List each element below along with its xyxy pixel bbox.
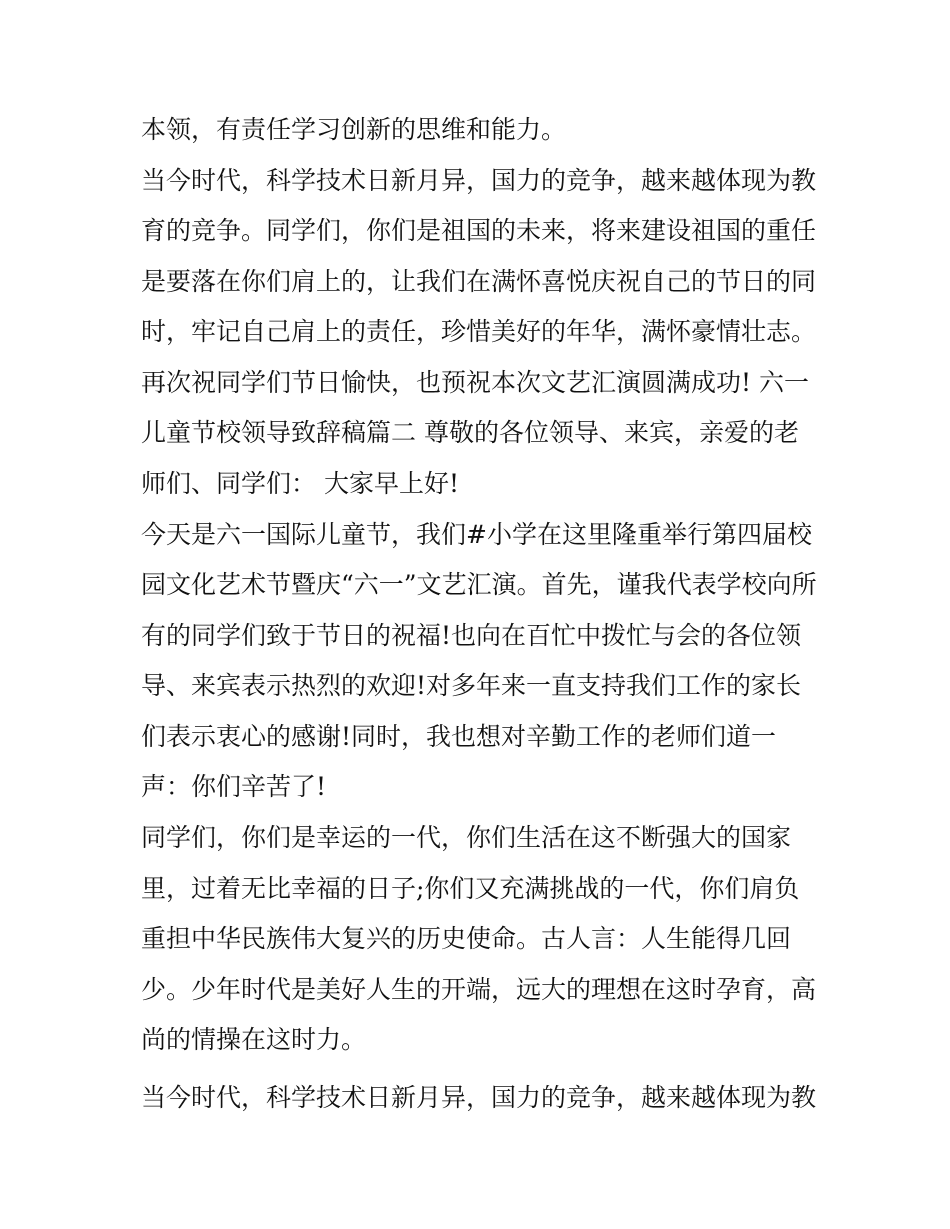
- text-line: 里，过着无比幸福的日子;你们又充满挑战的一代，你们肩负: [141, 874, 800, 903]
- text-line: 声：你们辛苦了!: [141, 772, 327, 801]
- text-line: 当今时代，科学技术日新月异，国力的竞争，越来越体现为教: [141, 1083, 817, 1112]
- text-line: 师们、同学们： 大家早上好!: [141, 469, 459, 498]
- text-line: 育的竞争。同学们，你们是祖国的未来，将来建设祖国的重任: [141, 216, 817, 245]
- text-line: 本领，有责任学习创新的思维和能力。: [141, 115, 567, 144]
- text-line: 们表示衷心的感谢!同时，我也想对辛勤工作的老师们道一: [141, 722, 777, 751]
- text-line: 同学们，你们是幸运的一代，你们生活在这不断强大的国家: [141, 823, 792, 852]
- text-line: 儿童节校领导致辞稿篇二 尊敬的各位领导、来宾，亲爱的老: [141, 418, 799, 447]
- text-line: 时，牢记自己肩上的责任，珍惜美好的年华，满怀豪情壮志。: [141, 317, 817, 346]
- text-line: 导、来宾表示热烈的欢迎!对多年来一直支持我们工作的家长: [141, 671, 802, 700]
- text-line: 少。少年时代是美好人生的开端，远大的理想在这时孕育，高: [141, 975, 817, 1004]
- text-line: 再次祝同学们节日愉快，也预祝本次文艺汇演圆满成功! 六一: [141, 368, 809, 397]
- text-line: 有的同学们致于节日的祝福!也向在百忙中拨忙与会的各位领: [141, 621, 802, 650]
- text-line: 是要落在你们肩上的，让我们在满怀喜悦庆祝自己的节日的同: [141, 267, 817, 296]
- text-line: 尚的情操在这时力。: [141, 1025, 367, 1054]
- text-line: 今天是六一国际儿童节，我们#小学在这里隆重举行第四届校: [141, 520, 812, 549]
- text-line: 当今时代，科学技术日新月异，国力的竞争，越来越体现为教: [141, 166, 817, 195]
- text-line: 园文化艺术节暨庆“六一”文艺汇演。首先，谨我代表学校向所: [141, 570, 817, 599]
- text-line: 重担中华民族伟大复兴的历史使命。古人言：人生能得几回: [141, 924, 792, 953]
